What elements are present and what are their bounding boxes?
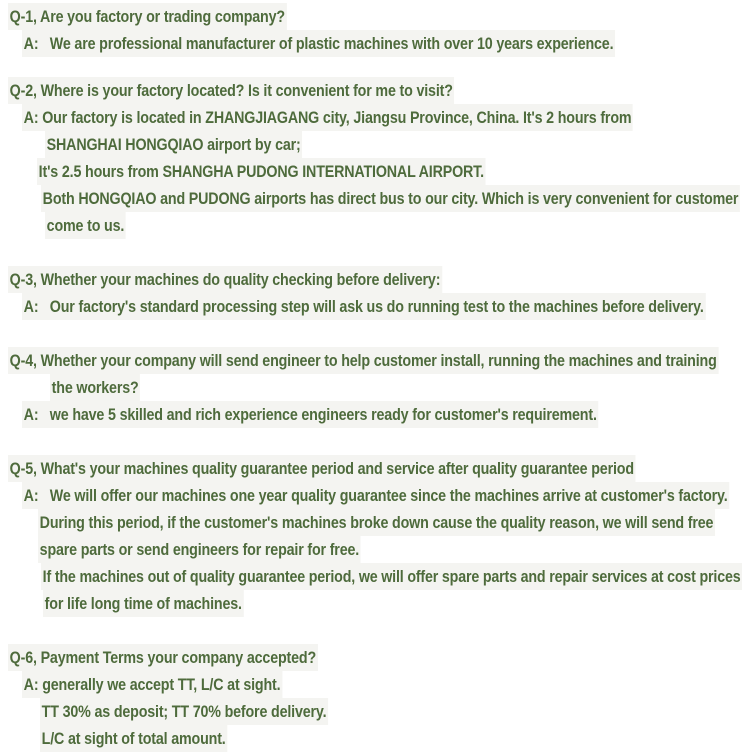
faq-question-line xyxy=(0,77,748,104)
faq-question-line xyxy=(0,347,748,374)
faq-line-text: During this period, if the customer's machines broke down cause the quality reason, we will send free xyxy=(38,509,715,536)
faq-answer-line xyxy=(0,509,748,536)
faq-line-text: Q-3, Whether your machines do quality checking before delivery: xyxy=(8,266,442,293)
faq-answer-line xyxy=(0,185,748,212)
faq-answer-line xyxy=(0,104,748,131)
faq-question-line xyxy=(0,644,748,671)
faq-answer-line xyxy=(0,30,748,57)
faq-section-q6 xyxy=(0,644,748,752)
faq-answer-line xyxy=(0,293,748,320)
faq-line-text: A: We are professional manufacturer of plastic machines with over 10 years experience. xyxy=(22,30,615,57)
faq-section-q1 xyxy=(0,3,748,57)
faq-section-q3 xyxy=(0,266,748,320)
faq-question-line xyxy=(0,3,748,30)
faq-answer-line xyxy=(0,725,748,752)
faq-answer-line xyxy=(0,563,748,590)
faq-line-text: TT 30% as deposit; TT 70% before delivery. xyxy=(40,698,328,725)
faq-line-text: L/C at sight of total amount. xyxy=(40,725,227,752)
faq-question-line xyxy=(0,266,748,293)
faq-line-text: Q-4, Whether your company will send engineer to help customer install, running the machines and training xyxy=(8,347,718,374)
faq-line-text: Both HONGQIAO and PUDONG airports has direct bus to our city. Which is very convenient for customer xyxy=(41,185,740,212)
faq-answer-line xyxy=(0,158,748,185)
faq-line-text: A: Our factory is located in ZHANGJIAGANG city, Jiangsu Province, China. It's 2 hours from xyxy=(22,104,633,131)
faq-line-text: A: Our factory's standard processing step will ask us do running test to the machines before delivery. xyxy=(22,293,705,320)
faq-question-line xyxy=(0,374,748,401)
faq-answer-line xyxy=(0,482,748,509)
faq-line-text: Q-2, Where is your factory located? Is it convenient for me to visit? xyxy=(8,77,454,104)
faq-line-text: Q-6, Payment Terms your company accepted? xyxy=(8,644,318,671)
faq-answer-line xyxy=(0,536,748,563)
faq-section-q5 xyxy=(0,455,748,617)
faq-answer-line xyxy=(0,671,748,698)
faq-line-text: the workers? xyxy=(50,374,140,401)
faq-line-text: A: generally we accept TT, L/C at sight. xyxy=(22,671,282,698)
faq-line-text: It's 2.5 hours from SHANGHA PUDONG INTERNATIONAL AIRPORT. xyxy=(37,158,486,185)
faq-answer-line xyxy=(0,698,748,725)
faq-answer-line xyxy=(0,401,748,428)
faq-answer-line xyxy=(0,590,748,617)
faq-question-line xyxy=(0,455,748,482)
faq-line-text: A: we have 5 skilled and rich experience engineers ready for customer's requirement. xyxy=(22,401,598,428)
faq-section-q4 xyxy=(0,347,748,428)
faq-line-text: for life long time of machines. xyxy=(43,590,243,617)
faq-line-text: spare parts or send engineers for repair for free. xyxy=(38,536,361,563)
faq-line-text: SHANGHAI HONGQIAO airport by car; xyxy=(45,131,302,158)
faq-section-q2 xyxy=(0,77,748,239)
faq-line-text: A: We will offer our machines one year quality guarantee since the machines arrive at customer's factory. xyxy=(22,482,729,509)
faq-answer-line xyxy=(0,212,748,239)
faq-line-text: come to us. xyxy=(45,212,126,239)
faq-line-text: Q-1, Are you factory or trading company? xyxy=(8,3,287,30)
faq-line-text: Q-5, What's your machines quality guarantee period and service after quality guarantee period xyxy=(8,455,636,482)
faq-answer-line xyxy=(0,131,748,158)
faq-line-text: If the machines out of quality guarantee period, we will offer spare parts and repair services at cost prices xyxy=(41,563,742,590)
